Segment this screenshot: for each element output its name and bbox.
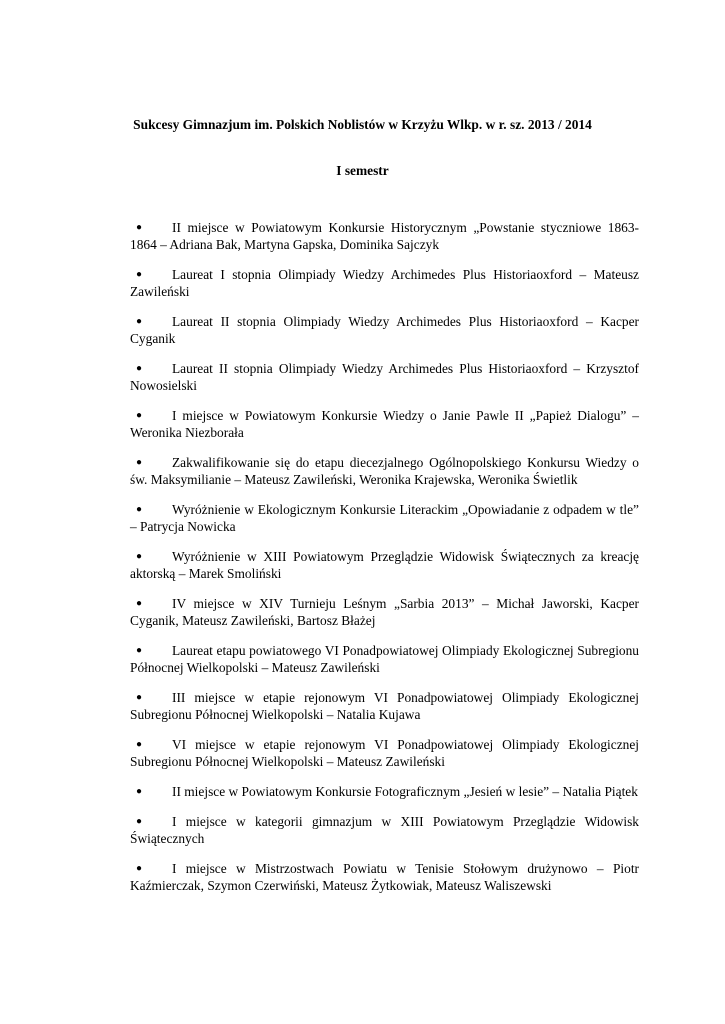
bullet-icon: ● xyxy=(136,815,143,827)
bullet-icon: ● xyxy=(136,862,143,874)
list-item xyxy=(130,313,639,348)
list-item xyxy=(130,642,639,677)
bullet-icon: ● xyxy=(136,269,143,280)
list-item xyxy=(130,813,639,848)
bullet-icon: ● xyxy=(136,457,143,468)
bullet-icon: ● xyxy=(136,645,143,656)
list-item xyxy=(130,501,639,536)
list-item-text: Wyróżnienie w XIII Powiatowym Przeglądzie Widowisk Świątecznych za kreację aktorską – Marek Smoliński xyxy=(130,549,639,582)
list-item xyxy=(130,595,639,630)
bullet-icon: ● xyxy=(136,598,143,609)
list-item-text: Laureat etapu powiatowego VI Ponadpowiatowej Olimpiady Ekologicznej Subregionu Północnej Wielkopolski – Mateusz Zawileński xyxy=(130,643,639,676)
list-item-text: I miejsce w kategorii gimnazjum w XIII Powiatowym Przeglądzie Widowisk Świątecznych xyxy=(130,813,639,846)
list-item-text: Zakwalifikowanie się do etapu diecezjalnego Ogólnopolskiego Konkursu Wiedzy o św. Maksymilianie – Mateusz Zawileński, Weronika Krajewska, Weronika Świetlik xyxy=(130,455,639,488)
list-item xyxy=(130,783,639,800)
list-item-text: Laureat II stopnia Olimpiady Wiedzy Archimedes Plus Historiaoxford – Krzysztof Nowosielski xyxy=(130,361,639,394)
bullet-icon: ● xyxy=(136,692,143,703)
document-title: Sukcesy Gimnazjum im. Polskich Noblistów w Krzyżu Wlkp. w r. sz. 2013 / 2014 xyxy=(133,117,592,132)
list-item-text: I miejsce w Powiatowym Konkursie Wiedzy o Janie Pawle II „Papież Dialogu” – Weronika Niezborała xyxy=(130,408,639,441)
list-item xyxy=(130,548,639,583)
list-item-text: Wyróżnienie w Ekologicznym Konkursie Literackim „Opowiadanie z odpadem w tle” – Patrycja Nowicka xyxy=(130,502,639,535)
list-item xyxy=(130,736,639,771)
list-item-text: II miejsce w Powiatowym Konkursie Fotograficznym „Jesień w lesie” – Natalia Piątek xyxy=(172,784,638,799)
bullet-icon: ● xyxy=(136,786,143,797)
bullet-icon: ● xyxy=(136,222,143,233)
list-item xyxy=(130,860,639,895)
list-item xyxy=(130,219,639,254)
list-item-text: Laureat I stopnia Olimpiady Wiedzy Archimedes Plus Historiaoxford – Mateusz Zawileński xyxy=(130,267,639,300)
achievements-list xyxy=(130,219,639,907)
list-item xyxy=(130,689,639,724)
bullet-icon: ● xyxy=(136,504,143,515)
list-item-text: II miejsce w Powiatowym Konkursie Historycznym „Powstanie styczniowe 1863-1864 – Adriana Bak, Martyna Gapska, Dominika Sajczyk xyxy=(130,220,639,253)
list-item-text: III miejsce w etapie rejonowym VI Ponadpowiatowej Olimpiady Ekologicznej Subregionu Północnej Wielkopolski – Natalia Kujawa xyxy=(130,690,639,723)
bullet-icon: ● xyxy=(136,551,143,562)
bullet-icon: ● xyxy=(136,363,143,374)
list-item-text: Laureat II stopnia Olimpiady Wiedzy Archimedes Plus Historiaoxford – Kacper Cyganik xyxy=(130,314,639,347)
list-item xyxy=(130,407,639,442)
list-item-text: VI miejsce w etapie rejonowym VI Ponadpowiatowej Olimpiady Ekologicznej Subregionu Północnej Wielkopolski – Mateusz Zawileński xyxy=(130,737,639,770)
list-item-text: IV miejsce w XIV Turnieju Leśnym „Sarbia 2013” – Michał Jaworski, Kacper Cyganik, Mateusz Zawileński, Bartosz Błażej xyxy=(130,596,639,629)
list-item-text: I miejsce w Mistrzostwach Powiatu w Tenisie Stołowym drużynowo – Piotr Kaźmierczak, Szymon Czerwiński, Mateusz Żytkowiak, Mateusz Waliszewski xyxy=(130,860,639,893)
list-item xyxy=(130,454,639,489)
bullet-icon: ● xyxy=(136,739,143,750)
list-item xyxy=(130,360,639,395)
list-item xyxy=(130,266,639,301)
bullet-icon: ● xyxy=(136,316,143,327)
bullet-icon: ● xyxy=(136,410,143,421)
semester-heading: I semestr xyxy=(336,163,389,178)
